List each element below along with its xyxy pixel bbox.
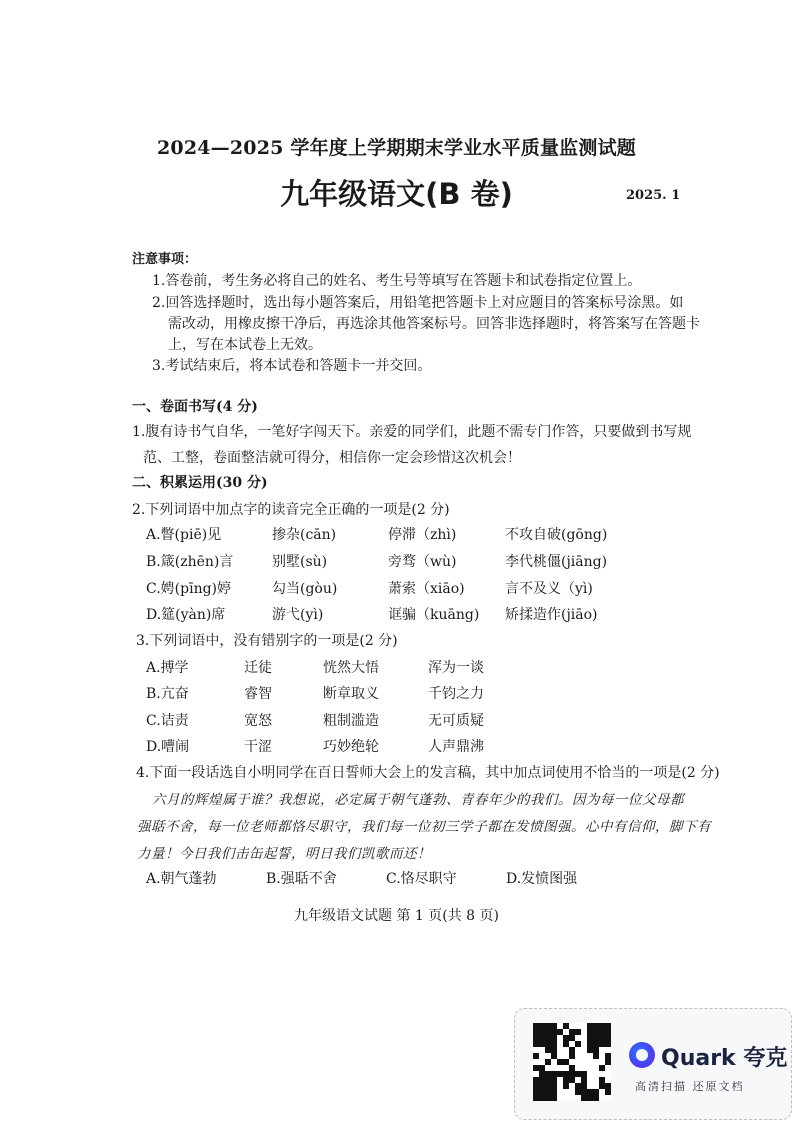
section1-line: 范、工整，卷面整洁就可得分，相信你一定会珍惜这次机会！ [143, 450, 521, 466]
q3-cell: 千钧之力 [428, 686, 484, 702]
q2-cell: 别墅(sù) [272, 554, 328, 570]
q2-cell: 萧索（xiāo) [388, 581, 465, 597]
q3-cell: 睿智 [244, 686, 272, 702]
qr-code-icon[interactable] [533, 1023, 611, 1101]
q2-cell: 诓骗（kuāng) [388, 607, 480, 623]
qr-module [605, 1059, 611, 1065]
qr-module [593, 1095, 599, 1101]
section1-line: 1.腹有诗书气自华，一笔好字闯天下。亲爱的同学们，此题不需专门作答，只要做到书写规 [132, 424, 692, 440]
q3-cell: 浑为一谈 [428, 660, 484, 676]
section1-heading: 一、卷面书写(4 分) [132, 399, 258, 415]
q3-cell: C.诘责 [146, 713, 189, 729]
q4-option: B.强聒不舍 [266, 871, 337, 887]
q2-cell: 旁骛（wù) [388, 554, 457, 570]
q3-cell: 宽怒 [244, 713, 272, 729]
q4-passage-line: 六月的辉煌属于谁？我想说，必定属于朝气蓬勃、青春年少的我们。因为每一位父母都 [152, 792, 684, 808]
q3-cell: 断章取义 [323, 686, 379, 702]
qr-module [551, 1095, 557, 1101]
q2-cell: C.娉(pīng)婷 [146, 581, 232, 597]
q4-passage-line: 强聒不舍，每一位老师都恪尽职守，我们每一位初三学子都在发愤图强。心中有信仰，脚下有 [137, 819, 711, 835]
q2-cell: 言不及义（yì) [505, 581, 593, 597]
qr-module [569, 1053, 575, 1059]
note-item: 3.考试结束后，将本试卷和答题卡一并交回。 [152, 358, 432, 374]
qr-module [605, 1089, 611, 1095]
q2-cell: A.瞥(piē)见 [146, 527, 222, 543]
q2-cell: B.箴(zhēn)言 [146, 554, 234, 570]
qr-module [533, 1053, 539, 1059]
section2-heading: 二、积累运用(30 分) [132, 475, 268, 491]
q3-cell: 粗制滥造 [323, 713, 379, 729]
qr-module [605, 1041, 611, 1047]
page-footer: 九年级语文试题 第 1 页(共 8 页) [294, 908, 499, 924]
q4-option: D.发愤图强 [506, 871, 578, 887]
q3-cell: 迁徒 [244, 660, 272, 676]
q2-stem: 2.下列词语中加点字的读音完全正确的一项是(2 分) [132, 502, 450, 518]
quark-logo-icon [629, 1042, 655, 1068]
q4-passage-line: 力量！今日我们击缶起誓，明日我们凯歌而还！ [137, 846, 431, 862]
q2-cell: 停滞（zhì) [388, 527, 457, 543]
q3-cell: 巧妙绝轮 [323, 739, 379, 755]
qr-module [575, 1029, 581, 1035]
q2-cell: 矫揉造作(jiāo) [505, 607, 598, 623]
exam-title: 2024—2025 学年度上学期期末学业水平质量监测试题 [157, 137, 636, 159]
q4-option: A.朝气蓬勃 [146, 871, 217, 887]
q3-cell: 人声鼎沸 [428, 739, 484, 755]
q2-cell: 李代桃僵(jiāng) [505, 554, 608, 570]
note-item: 上，写在本试卷上无效。 [168, 337, 322, 353]
qr-module [599, 1065, 605, 1071]
exam-subtitle: 九年级语文(B 卷) [280, 177, 513, 211]
note-item: 2.回答选择题时，选出每小题答案后，用铅笔把答题卡上对应题目的答案标号涂黑。如 [152, 295, 684, 311]
q2-cell: 掺杂(cān) [272, 527, 337, 543]
qr-module [563, 1083, 569, 1089]
q4-option: C.恪尽职守 [386, 871, 457, 887]
q3-stem: 3.下列词语中，没有错别字的一项是(2 分) [136, 633, 398, 649]
note-item: 1.答卷前，考生务必将自己的姓名、考生号等填写在答题卡和试卷指定位置上。 [152, 273, 642, 289]
q3-cell: A.搏学 [146, 660, 189, 676]
quark-tagline: 高清扫描 还原文档 [635, 1080, 745, 1093]
q3-cell: 无可质疑 [428, 713, 484, 729]
q3-cell: D.嘈闹 [146, 739, 190, 755]
q2-cell: 不攻自破(gōng) [505, 527, 608, 543]
q3-cell: 干涩 [244, 739, 272, 755]
q2-cell: 勾当(gòu) [272, 581, 338, 597]
q4-stem: 4.下面一段话选自小明同学在百日誓师大会上的发言稿，其中加点词使用不恰当的一项是(2 分) [136, 765, 720, 781]
note-item: 需改动，用橡皮擦干净后，再选涂其他答案标号。回答非选择题时，将答案写在答题卡 [168, 316, 700, 332]
q3-cell: 恍然大悟 [323, 660, 379, 676]
quark-brand: Quark 夸克 [661, 1046, 788, 1071]
exam-date: 2025. 1 [626, 188, 681, 203]
q2-cell: D.筵(yàn)席 [146, 607, 226, 623]
qr-module [593, 1053, 599, 1059]
qr-module [575, 1041, 581, 1047]
notes-heading: 注意事项： [132, 252, 198, 267]
q3-cell: B.亢奋 [146, 686, 189, 702]
q2-cell: 游弋(yì) [272, 607, 324, 623]
qr-module [545, 1059, 551, 1065]
quark-badge[interactable] [514, 1008, 792, 1120]
